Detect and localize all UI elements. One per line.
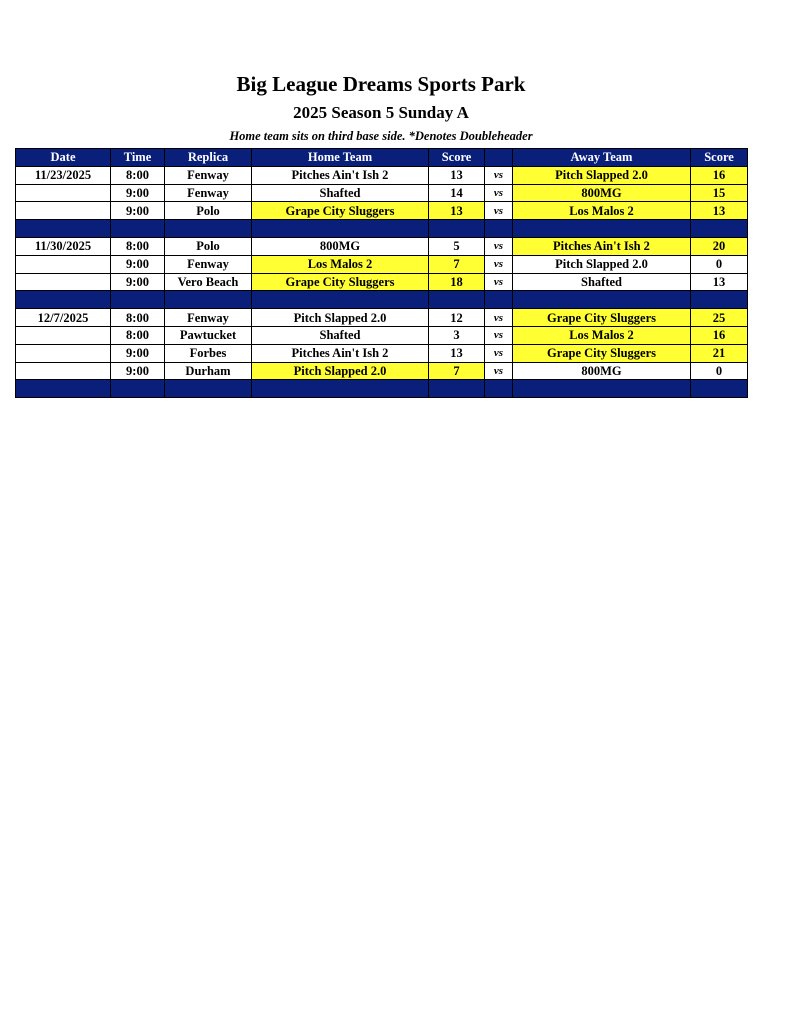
home-score-cell: 3	[429, 326, 485, 344]
replica-cell: Fenway	[165, 166, 252, 184]
table-row	[16, 166, 748, 184]
replica-cell: Durham	[165, 362, 252, 380]
separator-cell	[16, 291, 111, 309]
replica-cell: Polo	[165, 202, 252, 220]
separator-cell	[691, 291, 748, 309]
away-team-cell: Pitch Slapped 2.0	[513, 166, 691, 184]
home-score-cell: 13	[429, 344, 485, 362]
schedule-table	[15, 148, 748, 398]
time-cell: 9:00	[111, 202, 165, 220]
separator-cell	[429, 291, 485, 309]
away-team-cell: Grape City Sluggers	[513, 344, 691, 362]
date-cell	[16, 202, 111, 220]
away-score-cell: 0	[691, 362, 748, 380]
table-row	[16, 344, 748, 362]
time-cell: 9:00	[111, 362, 165, 380]
separator-cell	[513, 220, 691, 238]
date-cell	[16, 326, 111, 344]
separator-cell	[16, 380, 111, 398]
table-row	[16, 362, 748, 380]
away-score-cell: 15	[691, 184, 748, 202]
time-cell: 9:00	[111, 255, 165, 273]
home-team-cell: Shafted	[252, 326, 429, 344]
replica-cell: Fenway	[165, 255, 252, 273]
separator-cell	[165, 291, 252, 309]
home-team-cell: Pitch Slapped 2.0	[252, 309, 429, 327]
away-score-cell: 16	[691, 166, 748, 184]
col-date-header: Date	[16, 149, 111, 167]
vs-cell: vs	[485, 202, 513, 220]
time-cell: 9:00	[111, 273, 165, 291]
separator-cell	[485, 291, 513, 309]
vs-cell: vs	[485, 166, 513, 184]
separator-cell	[252, 380, 429, 398]
table-row	[16, 326, 748, 344]
vs-cell: vs	[485, 309, 513, 327]
separator-cell	[111, 220, 165, 238]
date-cell: 12/7/2025	[16, 309, 111, 327]
col-replica-header: Replica	[165, 149, 252, 167]
away-score-cell: 25	[691, 309, 748, 327]
separator-cell	[111, 380, 165, 398]
week-separator-row	[16, 291, 748, 309]
away-score-cell: 13	[691, 273, 748, 291]
date-cell	[16, 344, 111, 362]
page-subtitle: 2025 Season 5 Sunday A	[293, 103, 469, 122]
away-team-cell: 800MG	[513, 362, 691, 380]
home-score-cell: 7	[429, 362, 485, 380]
date-cell: 11/23/2025	[16, 166, 111, 184]
table-row	[16, 273, 748, 291]
home-team-cell: Grape City Sluggers	[252, 273, 429, 291]
vs-cell: vs	[485, 237, 513, 255]
separator-cell	[513, 380, 691, 398]
away-team-cell: 800MG	[513, 184, 691, 202]
separator-cell	[16, 220, 111, 238]
table-row	[16, 309, 748, 327]
away-score-cell: 21	[691, 344, 748, 362]
table-row	[16, 255, 748, 273]
away-team-cell: Los Malos 2	[513, 326, 691, 344]
separator-cell	[252, 220, 429, 238]
col-away-score-header: Score	[691, 149, 748, 167]
vs-cell: vs	[485, 326, 513, 344]
vs-cell: vs	[485, 273, 513, 291]
home-team-cell: Pitches Ain't Ish 2	[252, 166, 429, 184]
col-time-header: Time	[111, 149, 165, 167]
col-away-team-header: Away Team	[513, 149, 691, 167]
schedule-note: Home team sits on third base side. *Denotes Doubleheader	[229, 129, 533, 143]
home-team-cell: 800MG	[252, 237, 429, 255]
date-cell: 11/30/2025	[16, 237, 111, 255]
home-team-cell: Pitch Slapped 2.0	[252, 362, 429, 380]
vs-cell: vs	[485, 362, 513, 380]
replica-cell: Fenway	[165, 184, 252, 202]
away-score-cell: 13	[691, 202, 748, 220]
page-title: Big League Dreams Sports Park	[236, 72, 526, 96]
vs-cell: vs	[485, 344, 513, 362]
home-team-cell: Los Malos 2	[252, 255, 429, 273]
separator-cell	[111, 291, 165, 309]
date-cell	[16, 273, 111, 291]
separator-cell	[513, 291, 691, 309]
home-score-cell: 14	[429, 184, 485, 202]
replica-cell: Pawtucket	[165, 326, 252, 344]
separator-cell	[429, 220, 485, 238]
table-row	[16, 202, 748, 220]
date-cell	[16, 362, 111, 380]
separator-cell	[691, 380, 748, 398]
away-score-cell: 16	[691, 326, 748, 344]
separator-cell	[691, 220, 748, 238]
col-vs-header	[485, 149, 513, 167]
vs-cell: vs	[485, 184, 513, 202]
away-team-cell: Los Malos 2	[513, 202, 691, 220]
home-team-cell: Pitches Ain't Ish 2	[252, 344, 429, 362]
home-team-cell: Shafted	[252, 184, 429, 202]
date-cell	[16, 255, 111, 273]
table-row	[16, 184, 748, 202]
replica-cell: Forbes	[165, 344, 252, 362]
time-cell: 8:00	[111, 237, 165, 255]
replica-cell: Polo	[165, 237, 252, 255]
col-home-score-header: Score	[429, 149, 485, 167]
time-cell: 8:00	[111, 166, 165, 184]
time-cell: 9:00	[111, 184, 165, 202]
vs-cell: vs	[485, 255, 513, 273]
home-team-cell: Grape City Sluggers	[252, 202, 429, 220]
header-row	[16, 149, 748, 167]
separator-cell	[165, 380, 252, 398]
away-score-cell: 0	[691, 255, 748, 273]
separator-cell	[485, 380, 513, 398]
date-cell	[16, 184, 111, 202]
time-cell: 8:00	[111, 326, 165, 344]
time-cell: 9:00	[111, 344, 165, 362]
col-home-team-header: Home Team	[252, 149, 429, 167]
away-score-cell: 20	[691, 237, 748, 255]
table-row	[16, 237, 748, 255]
away-team-cell: Grape City Sluggers	[513, 309, 691, 327]
home-score-cell: 18	[429, 273, 485, 291]
week-separator-row	[16, 380, 748, 398]
replica-cell: Vero Beach	[165, 273, 252, 291]
home-score-cell: 7	[429, 255, 485, 273]
home-score-cell: 5	[429, 237, 485, 255]
separator-cell	[252, 291, 429, 309]
away-team-cell: Shafted	[513, 273, 691, 291]
replica-cell: Fenway	[165, 309, 252, 327]
separator-cell	[165, 220, 252, 238]
separator-cell	[485, 220, 513, 238]
separator-cell	[429, 380, 485, 398]
week-separator-row	[16, 220, 748, 238]
schedule-body	[16, 166, 748, 397]
home-score-cell: 13	[429, 166, 485, 184]
away-team-cell: Pitch Slapped 2.0	[513, 255, 691, 273]
away-team-cell: Pitches Ain't Ish 2	[513, 237, 691, 255]
time-cell: 8:00	[111, 309, 165, 327]
home-score-cell: 13	[429, 202, 485, 220]
home-score-cell: 12	[429, 309, 485, 327]
